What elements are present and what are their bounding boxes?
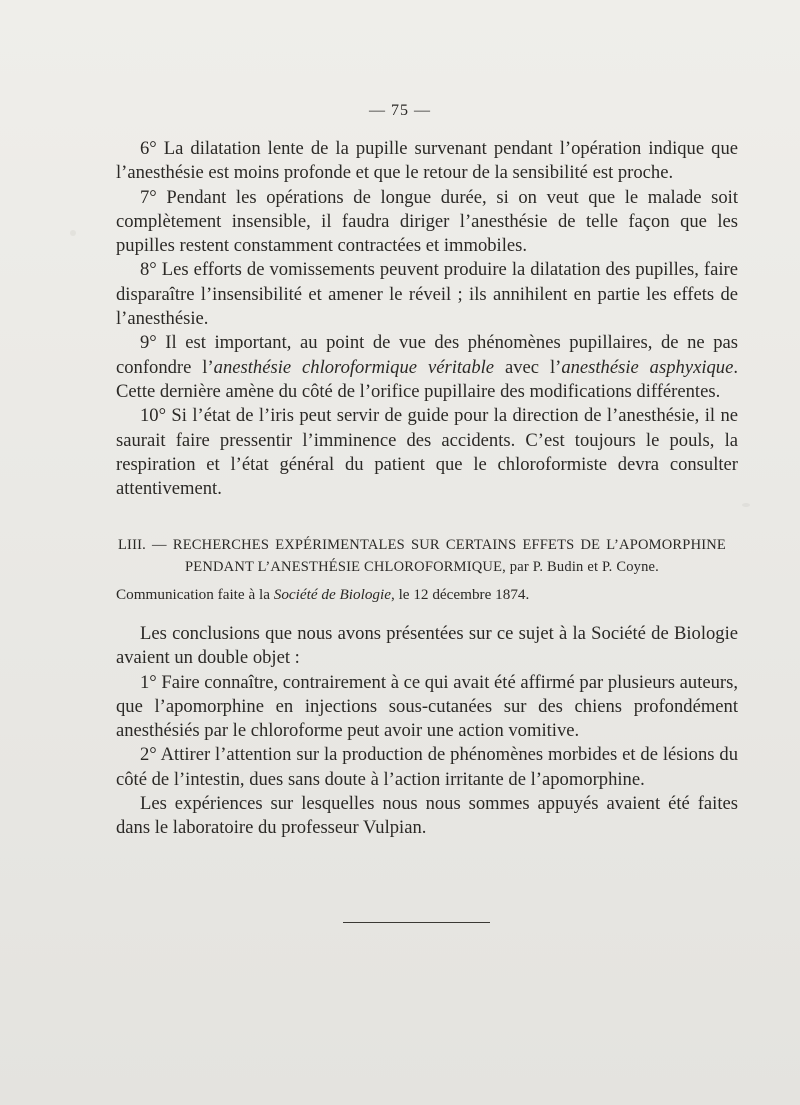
body-text-top [116, 137, 738, 501]
paragraph: 10° Si l’état de l’iris peut servir de guide pour la direction de l’anesthésie, il ne saurait faire pressentir l’imminence des accidents. C’est toujours le pouls, la respiration et l’état général du patient que le chloroformiste devra consulter attentivement. [116, 405, 738, 500]
section-heading-line-2: PENDANT L’ANESTHÉSIE CHLOROFORMIQUE, par P. Budin et P. Coyne. [185, 559, 659, 575]
page-number: — 75 — [369, 102, 431, 119]
body-text-bottom [116, 622, 738, 841]
paragraph: 2° Attirer l’attention sur la production de phénomènes morbides et de lésions du côté de l’intestin, dues sans doute à l’action irritante de l’apomorphine. [116, 744, 738, 790]
section-heading [118, 534, 726, 578]
paragraph: 6° La dilatation lente de la pupille survenant pendant l’opération indique que l’anesthésie est moins profonde et que le retour de la sensibilité est proche. [116, 138, 738, 184]
paper-stain [742, 503, 750, 507]
paragraph: 1° Faire connaître, contrairement à ce qui avait été affirmé par plusieurs auteurs, que l’apomorphine en injections sous-cutanées sur des chiens profondément anesthésiés par le chloroforme peut avoir une action vomitive. [116, 671, 738, 742]
paragraph: Les expériences sur lesquelles nous nous sommes appuyés avaient été faites dans le laboratoire du professeur Vulpian. [116, 793, 738, 839]
paper-stain [70, 230, 76, 236]
paragraph: 8° Les efforts de vomissements peuvent produire la dilatation des pupilles, faire disparaître l’insensibilité et amener le réveil ; ils annihilent en partie les effets de l’anesthésie. [116, 259, 738, 330]
paragraph: Les conclusions que nous avons présentées sur ce sujet à la Société de Biologie avaient un double objet : [116, 623, 738, 669]
communication-note: Communication faite à la Société de Biologie, le 12 décembre 1874. [116, 586, 530, 603]
paragraph: 7° Pendant les opérations de longue durée, si on veut que le malade soit complètement insensible, il faudra diriger l’anesthésie de telle façon que les pupilles restent constamment contractées et immobiles. [116, 186, 738, 257]
section-heading-line-1: LIII. — RECHERCHES EXPÉRIMENTALES SUR CERTAINS EFFETS DE L’APOMORPHINE [118, 537, 726, 553]
end-rule [343, 922, 490, 923]
paragraph: 9° Il est important, au point de vue des phénomènes pupillaires, de ne pas confondre l’anesthésie chloroformique véritable avec l’anesthésie asphyxique. Cette dernière amène du côté de l’orifice pupillaire des modifications différentes. [116, 332, 738, 402]
